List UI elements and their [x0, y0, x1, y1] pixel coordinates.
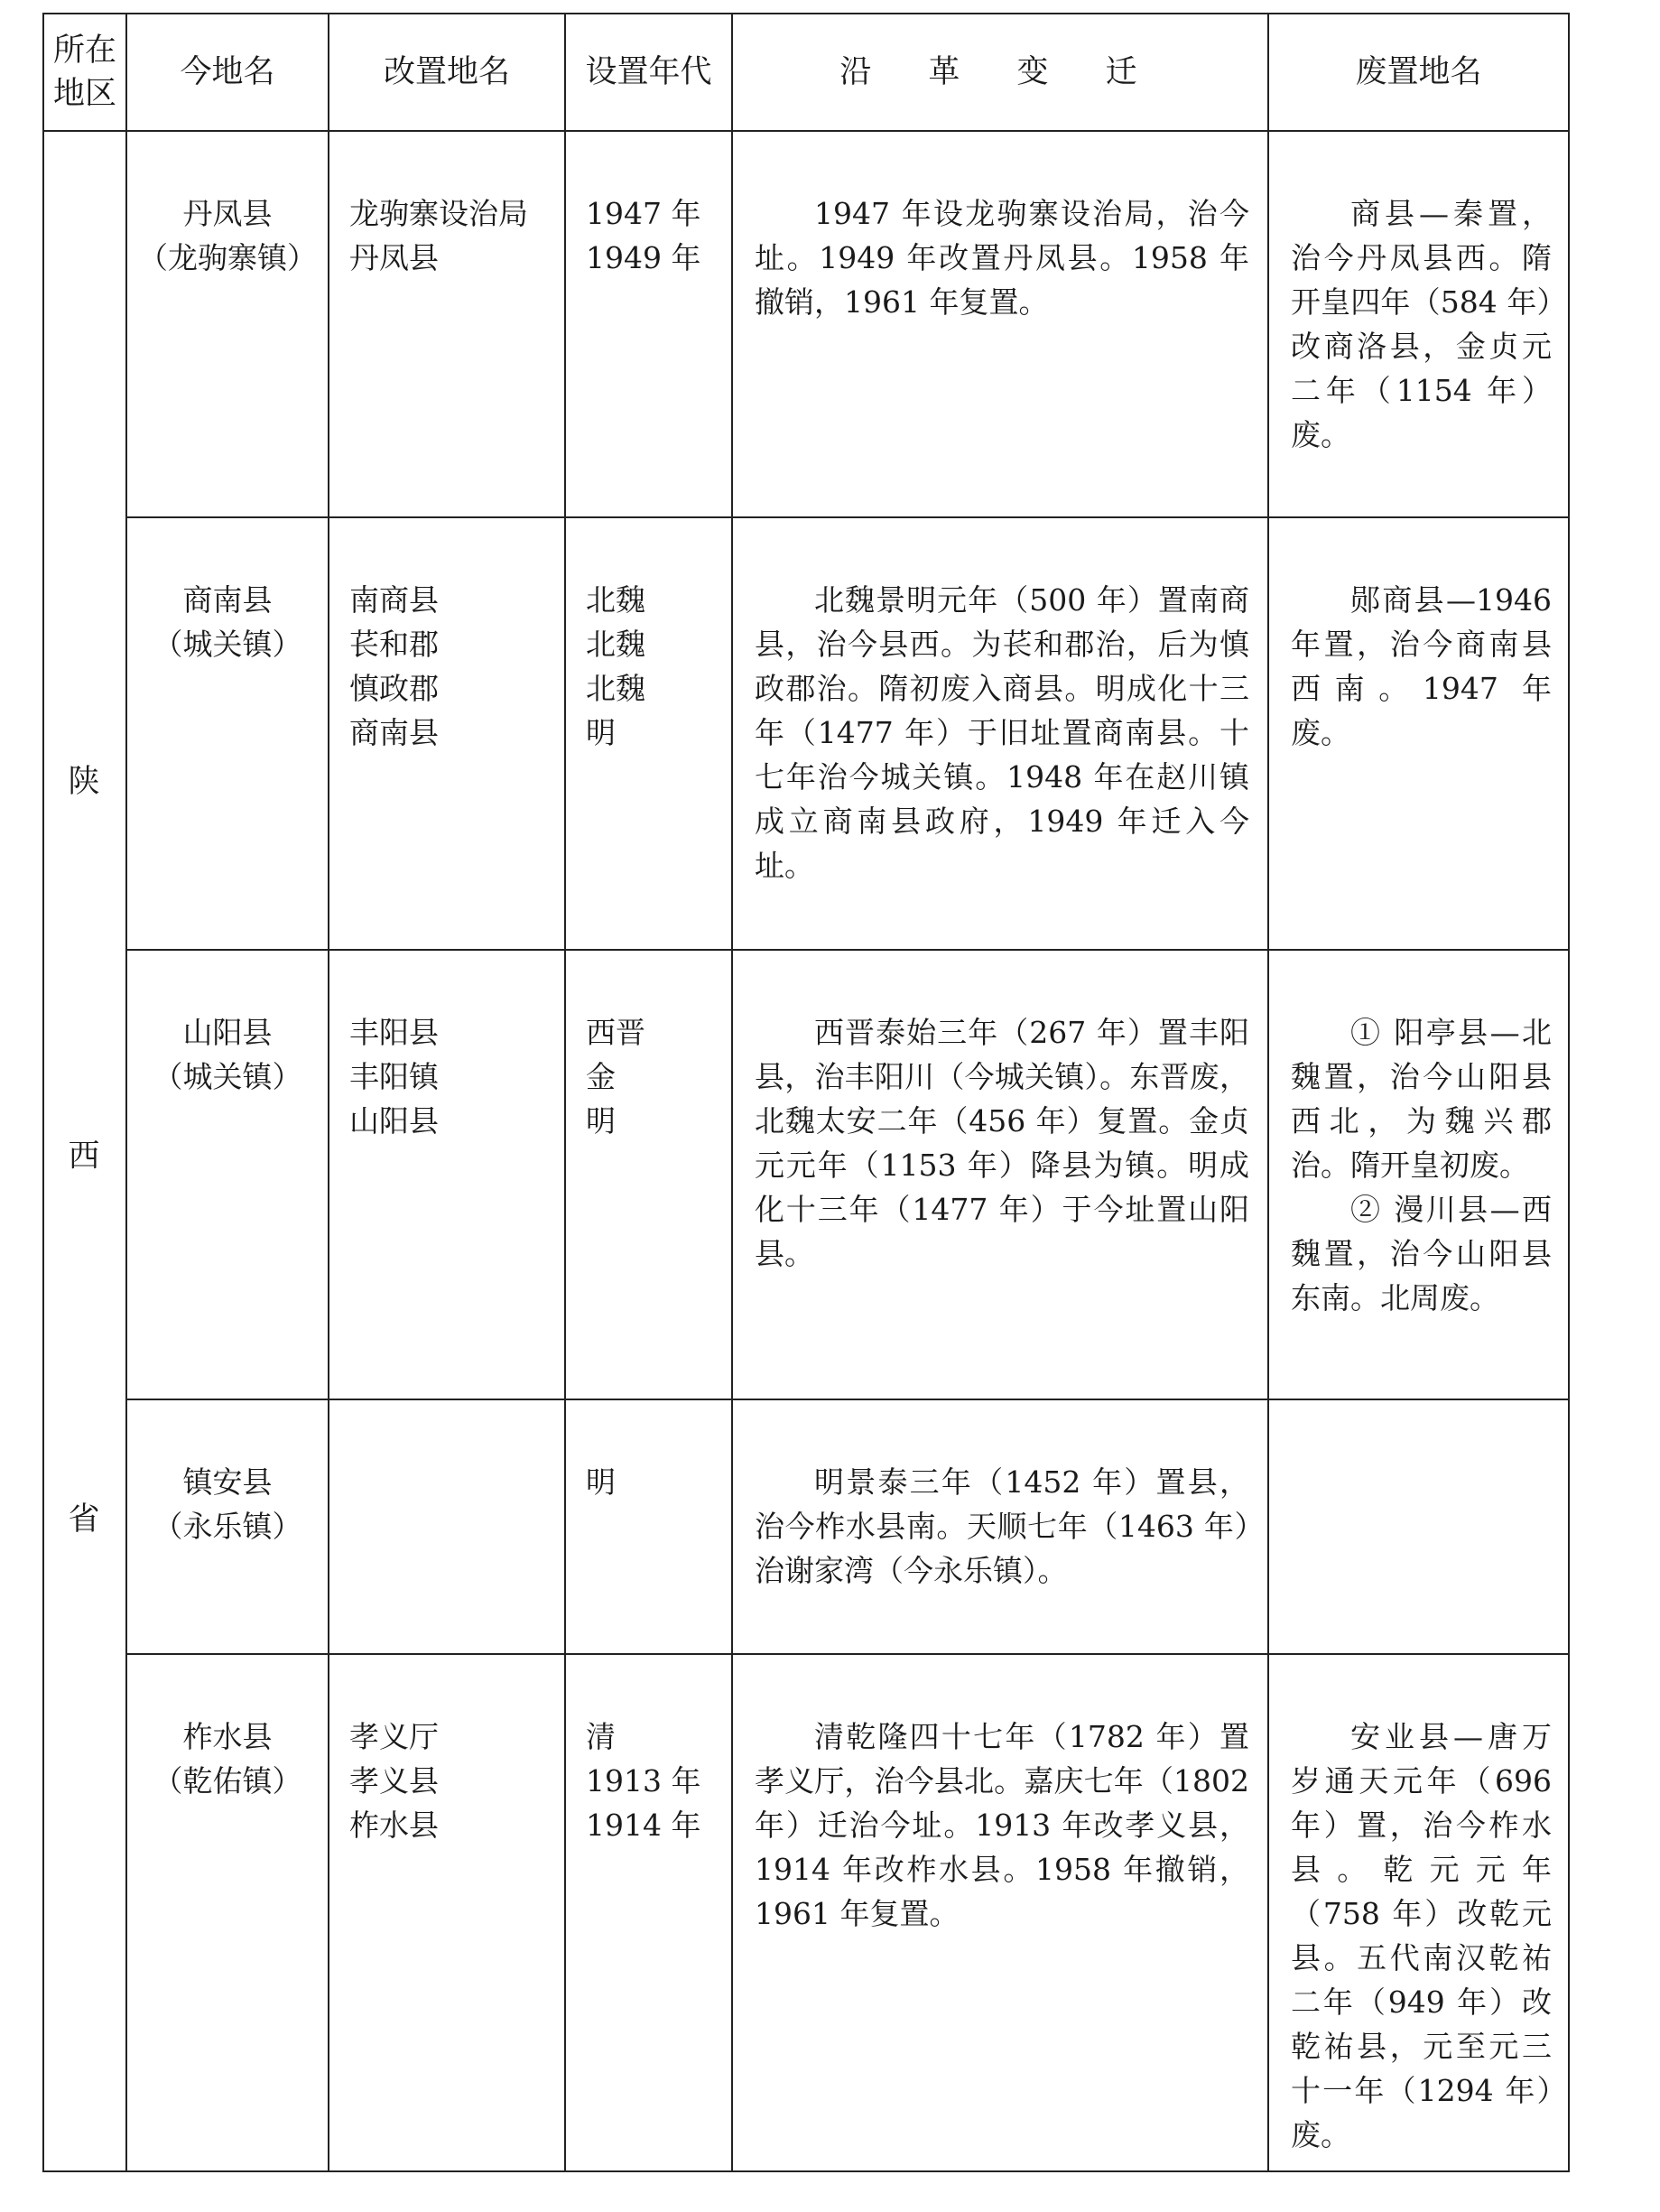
era: 北魏	[586, 582, 645, 618]
current-name-cell	[126, 950, 329, 1399]
era-cell	[565, 517, 732, 950]
region-char-shaan: 陕	[68, 764, 100, 800]
header-era: 设置年代	[565, 14, 732, 131]
current-name-cell	[126, 1399, 329, 1654]
era: 明	[586, 715, 616, 750]
former-name: 丰阳镇	[349, 1059, 439, 1094]
gazetteer-table	[42, 13, 1570, 2172]
current-name: 商南县	[182, 582, 273, 618]
era: 清	[586, 1719, 616, 1754]
era: 金	[586, 1059, 616, 1094]
current-name: 山阳县	[182, 1015, 273, 1050]
header-history: 沿 革 变 迁	[732, 14, 1268, 131]
abolished-entry: ② 漫川县—西魏置，治今山阳县东南。北周废。	[1291, 1192, 1552, 1315]
era-cell	[565, 1654, 732, 2171]
current-name: 镇安县	[182, 1464, 273, 1500]
county-seat: （永乐镇）	[153, 1509, 302, 1544]
table-row	[43, 1399, 1569, 1654]
era-cell	[565, 1399, 732, 1654]
header-current-name: 今地名	[126, 14, 329, 131]
history-cell: 清乾隆四十七年（1782 年）置孝义厅，治今县北。嘉庆七年（1802 年）迁治今址。1913 年改孝义县，1914 年改柞水县。1958 年撤销，1961 年复置。	[732, 1654, 1268, 2171]
current-name: 柞水县	[182, 1719, 273, 1754]
history-cell: 北魏景明元年（500 年）置南商县，治今县西。为苌和郡治，后为慎政郡治。隋初废入商县。明成化十三年（1477 年）于旧址置商南县。十七年治今城关镇。1948 年在赵川镇成立商南县政府，1949 年迁入今址。	[732, 517, 1268, 950]
county-seat: （乾佑镇）	[153, 1763, 302, 1798]
former-name: 孝义厅	[349, 1719, 439, 1754]
former-name: 苌和郡	[349, 627, 439, 662]
current-name-cell	[126, 1654, 329, 2171]
era: 北魏	[586, 627, 645, 662]
abolished-cell	[1268, 1399, 1569, 1654]
history-cell: 西晋泰始三年（267 年）置丰阳县，治丰阳川（今城关镇）。东晋废，北魏太安二年（456 年）复置。金贞元元年（1153 年）降县为镇。明成化十三年（1477 年）于今址置山阳县。	[732, 950, 1268, 1399]
header-region-line1: 所在	[52, 33, 116, 69]
era-cell	[565, 131, 732, 517]
former-name: 慎政郡	[349, 671, 439, 706]
county-seat: （龙驹寨镇）	[138, 240, 317, 275]
former-name: 龙驹寨设治局	[349, 196, 528, 231]
county-seat: （城关镇）	[153, 627, 302, 662]
era: 北魏	[586, 671, 645, 706]
former-name-cell	[329, 1399, 565, 1654]
header-region	[43, 14, 126, 131]
abolished-cell	[1268, 1654, 1569, 2171]
former-name-cell	[329, 950, 565, 1399]
header-row	[43, 14, 1569, 131]
history-cell: 明景泰三年（1452 年）置县，治今柞水县南。天顺七年（1463 年）治谢家湾（今永乐镇）。	[732, 1399, 1268, 1654]
region-char-xi: 西	[68, 1139, 100, 1175]
current-name: 丹凤县	[182, 196, 273, 231]
former-name: 商南县	[349, 715, 439, 750]
abolished-cell	[1268, 950, 1569, 1399]
current-name-cell	[126, 517, 329, 950]
header-abolished: 废置地名	[1268, 14, 1569, 131]
former-name: 南商县	[349, 582, 439, 618]
era: 1914 年	[586, 1808, 701, 1843]
former-name: 丹凤县	[349, 240, 439, 275]
current-name-cell	[126, 131, 329, 517]
abolished-entry: 商县—秦置，治今丹凤县西。隋开皇四年（584 年）改商洛县，金贞元二年（1154 年）废。	[1291, 196, 1552, 452]
abolished-entry: ① 阳亭县—北魏置，治今山阳县西北，为魏兴郡治。隋开皇初废。	[1291, 1015, 1552, 1183]
county-seat: （城关镇）	[153, 1059, 302, 1094]
history-cell: 1947 年设龙驹寨设治局，治今址。1949 年改置丹凤县。1958 年撤销，1961 年复置。	[732, 131, 1268, 517]
header-former-name: 改置地名	[329, 14, 565, 131]
era: 1913 年	[586, 1763, 701, 1798]
era: 西晋	[586, 1015, 645, 1050]
former-name-cell	[329, 1654, 565, 2171]
abolished-entry: 安业县—唐万岁通天元年（696 年）置，治今柞水县。乾元元年（758 年）改乾元县。五代南汉乾祐二年（949 年）改乾祐县，元至元三十一年（1294 年）废。	[1291, 1719, 1552, 2152]
table-row	[43, 131, 1569, 517]
former-name: 孝义县	[349, 1763, 439, 1798]
former-name: 丰阳县	[349, 1015, 439, 1050]
abolished-cell	[1268, 131, 1569, 517]
era: 1947 年	[586, 196, 701, 231]
table-row	[43, 1654, 1569, 2171]
table-row	[43, 950, 1569, 1399]
former-name: 柞水县	[349, 1808, 439, 1843]
era-cell	[565, 950, 732, 1399]
era: 明	[586, 1464, 616, 1500]
table-row	[43, 517, 1569, 950]
era: 明	[586, 1103, 616, 1139]
abolished-cell	[1268, 517, 1569, 950]
header-region-line2: 地区	[52, 76, 116, 112]
region-char-sheng: 省	[68, 1501, 100, 1538]
former-name: 山阳县	[349, 1103, 439, 1139]
former-name-cell	[329, 131, 565, 517]
era: 1949 年	[586, 240, 701, 275]
abolished-entry: 郧商县—1946 年置，治今商南县西南。1947 年废。	[1291, 582, 1552, 750]
former-name-cell	[329, 517, 565, 950]
